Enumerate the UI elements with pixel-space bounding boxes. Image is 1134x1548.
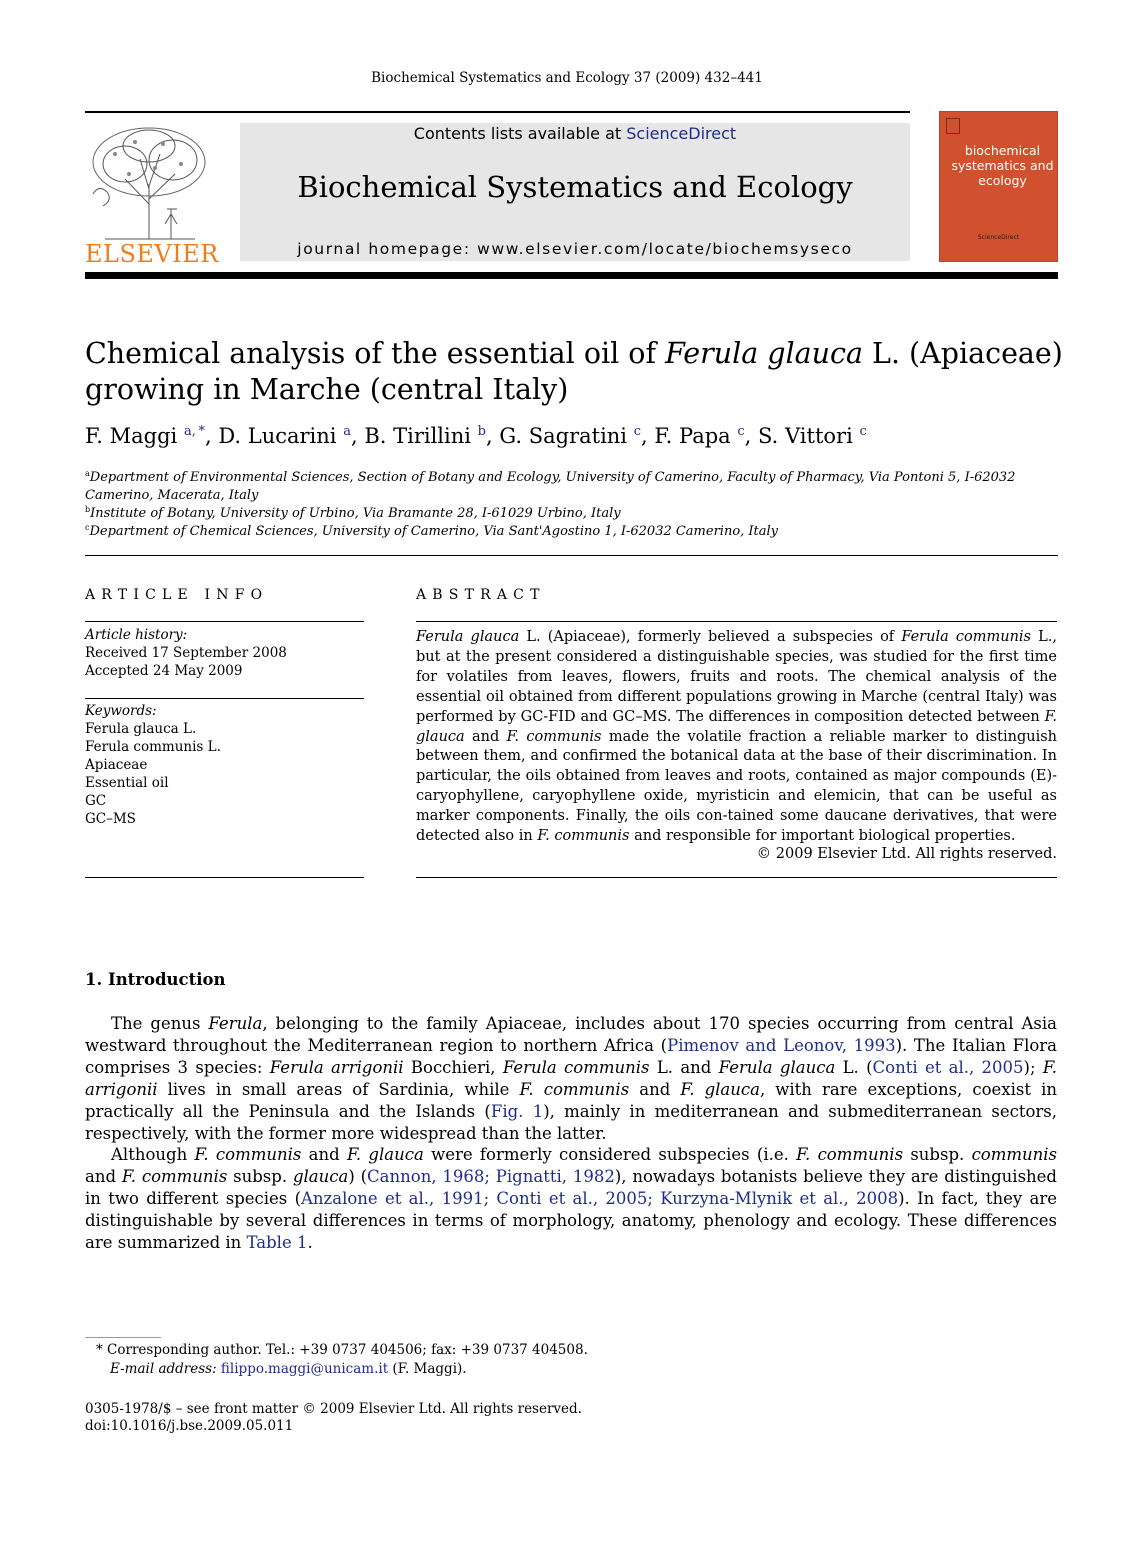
article-title — [85, 336, 1065, 408]
author-separator: , — [641, 424, 655, 448]
author-name: S. Vittori — [758, 424, 853, 448]
author-list — [85, 424, 1065, 448]
abstract-copyright: © 2009 Elsevier Ltd. All rights reserved. — [756, 846, 1057, 862]
keyword-item: Essential oil — [85, 775, 169, 791]
affiliation-c — [85, 519, 1025, 541]
affiliation-text: Department of Chemical Sciences, University of Camerino, Via Sant'Agostino 1, I-62032 Camerino, Italy — [89, 524, 779, 539]
corresponding-author-note: * Corresponding author. Tel.: +39 0737 404506; fax: +39 0737 404508. — [96, 1342, 588, 1358]
article-info-heading: ARTICLE INFO — [85, 587, 269, 603]
email-link[interactable]: filippo.maggi@unicam.it — [220, 1361, 389, 1377]
journal-title: Biochemical Systematics and Ecology — [297, 170, 853, 204]
contents-prefix: Contents lists available at — [413, 124, 627, 143]
author-name: B. Tirillini — [364, 424, 471, 448]
header-bottom-rule — [85, 272, 1058, 279]
email-note — [96, 1360, 1010, 1379]
author-separator: , — [485, 424, 500, 448]
author-affil-mark[interactable]: c — [737, 424, 745, 439]
affiliation-mark: b — [85, 505, 91, 514]
keywords-block — [85, 702, 365, 828]
affiliation-text: Institute of Botany, University of Urbino, Via Bramante 28, I-61029 Urbino, Italy — [90, 506, 621, 521]
affiliations-rule — [85, 555, 1058, 556]
abstract-text: Ferula glauca L. (Apiaceae), formerly believed a subspecies of Ferula communis L., but at the present considered a distinguishable species, was studied for the first time for volatiles from leaves, flowers, fruits and roots. The chemical analysis of the essential oil obtained from different populations growing in Marche (central Italy) was performed by GC-FID and GC–MS. The differences in composition detected between F. glauca and F. communis made the volatile fraction a reliable marker to distinguish between them, and confirmed the botanical data at the base of their discrimination. In particular, the oils obtained from leaves and roots, contained as major compounds (E)-caryophyllene, caryophyllene oxide, myristicin and elemicin, that can be useful as marker components. Finally, the oils con-tained some daucane derivatives, that were detected also in F. communis and responsible for important biological properties. — [416, 629, 1057, 845]
affiliation-a — [85, 465, 1025, 505]
title-part1: Chemical analysis of the essential oil of — [85, 337, 666, 370]
elsevier-wordmark: ELSEVIER — [85, 240, 219, 268]
author-affil-mark[interactable]: c — [633, 424, 641, 439]
issn-line: 0305-1978/$ – see front matter © 2009 Elsevier Ltd. All rights reserved. — [85, 1401, 582, 1417]
title-line2: growing in Marche (central Italy) — [85, 373, 569, 406]
affiliation-text: Department of Environmental Sciences, Section of Botany and Ecology, University of Camerino, Faculty of Pharmacy, Via Pontoni 5, I-62032 Camerino, Macerata, Italy — [85, 470, 1016, 503]
author-separator: , — [744, 424, 759, 448]
abstract-rule-bottom — [416, 877, 1057, 878]
email-label: E-mail address: — [110, 1361, 221, 1377]
author-name: D. Lucarini — [218, 424, 337, 448]
author-separator: , — [350, 424, 365, 448]
keyword-item: Apiaceae — [85, 757, 148, 773]
history-label: Article history: — [85, 627, 188, 643]
author-name: G. Sagratini — [499, 424, 628, 448]
accepted-date: Accepted 24 May 2009 — [85, 663, 243, 679]
keywords-label: Keywords: — [85, 703, 157, 719]
keyword-item: Ferula glauca L. — [85, 721, 197, 737]
author-affil-mark[interactable]: b — [477, 424, 486, 439]
article-history — [85, 626, 365, 680]
email-suffix: (F. Maggi). — [388, 1361, 467, 1377]
doi-line[interactable]: doi:10.1016/j.bse.2009.05.011 — [85, 1418, 294, 1434]
author-name: F. Papa — [654, 424, 731, 448]
sciencedirect-link[interactable]: ScienceDirect — [626, 124, 737, 143]
cover-title: biochemical systematics and ecology — [951, 143, 1054, 188]
intro-paragraph-2: Although F. communis and F. glauca were formerly considered subspecies (i.e. F. communis subsp. communis and F. communis subsp. glauca) (Cannon, 1968; Pignatti, 1982), nowadays botanists believe they are distinguished in two different species (Anzalone et al., 1991; Conti et al., 2005; Kurzyna-Mlynik et al., 2008). In fact, they are distinguishable by several differences in terms of morphology, anatomy, phenology and ecology. These differences are summarized in Table 1. — [85, 1145, 1058, 1252]
cover-publisher: ScienceDirect — [977, 234, 1020, 241]
intro-paragraph-1: The genus Ferula, belonging to the family Apiaceae, includes about 170 species occurring from central Asia westward throughout the Mediterranean region to northern Africa (Pimenov and Leonov, 1993). The Italian Flora comprises 3 species: Ferula arrigonii Bocchieri, Ferula communis L. and Ferula glauca L. (Conti et al., 2005); F. arrigonii lives in small areas of Sardinia, while F. communis and F. glauca, with rare exceptions, coexist in practically all the Peninsula and the Islands (Fig. 1), mainly in mediterranean and submediterranean sectors, respectively, with the former more widespread than the latter. — [85, 1014, 1058, 1143]
section-heading-introduction: 1. Introduction — [85, 970, 226, 989]
abstract-rule-top — [416, 621, 1057, 622]
affiliation-mark: a — [85, 469, 90, 478]
footnote-rule — [85, 1337, 161, 1338]
author-affil-mark[interactable]: a — [343, 424, 351, 439]
author-affil-mark[interactable]: a, * — [183, 424, 205, 439]
article-info-rule-top — [85, 621, 364, 622]
author-affil-mark[interactable]: c — [859, 424, 867, 439]
header-top-rule — [85, 111, 910, 113]
running-head: Biochemical Systematics and Ecology 37 (2009) 432–441 — [371, 70, 763, 86]
keyword-item: GC — [85, 793, 107, 809]
cover-emblem-icon — [946, 118, 960, 134]
title-species: Ferula glauca — [665, 337, 863, 370]
author-name: F. Maggi — [85, 424, 178, 448]
keyword-item: Ferula communis L. — [85, 739, 221, 755]
received-date: Received 17 September 2008 — [85, 645, 287, 661]
author-separator: , — [204, 424, 219, 448]
title-part2: L. (Apiaceae) — [862, 337, 1063, 370]
keyword-item: GC–MS — [85, 811, 136, 827]
contents-line — [240, 124, 910, 143]
affiliation-mark: c — [85, 523, 90, 532]
article-info-rule-mid — [85, 698, 364, 699]
journal-homepage[interactable]: journal homepage: www.elsevier.com/locate/biochemsyseco — [297, 240, 853, 258]
article-info-rule-bottom — [85, 877, 364, 878]
abstract-heading: ABSTRACT — [416, 587, 546, 603]
